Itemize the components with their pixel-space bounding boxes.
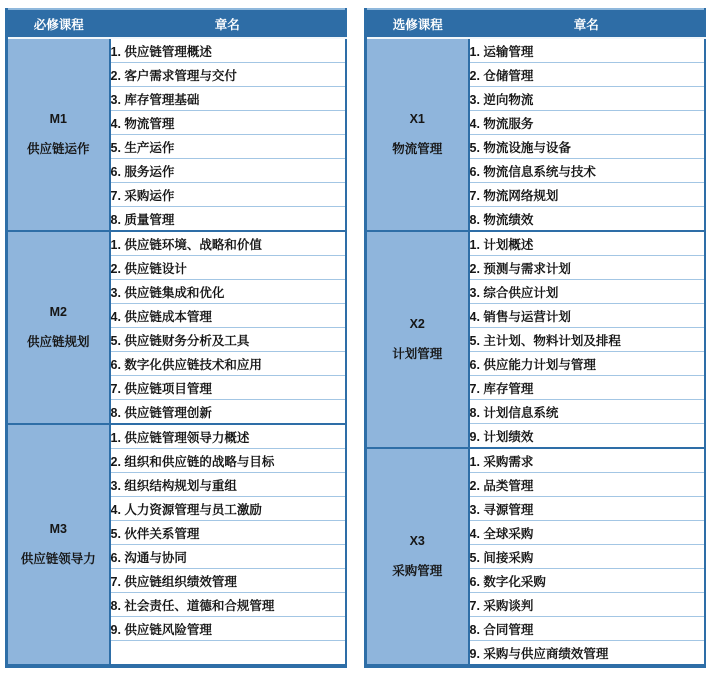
chapter-cell: 1. 采购需求: [469, 448, 706, 473]
chapter-cell: 8. 供应链管理创新: [110, 400, 347, 425]
category-cell: [366, 448, 469, 666]
chapter-cell: 3. 逆向物流: [469, 87, 706, 111]
category-cell: [366, 38, 469, 231]
chapter-cell: 9. 供应链风险管理: [110, 617, 347, 641]
chapter-cell: 3. 供应链集成和优化: [110, 280, 347, 304]
table-row: [7, 38, 347, 63]
category-cell: [7, 231, 110, 424]
category-code: M2: [49, 305, 67, 319]
chapter-cell: 1. 供应链管理概述: [110, 38, 347, 63]
column-header-chapter: 章名: [110, 9, 347, 38]
chapter-cell: 3. 库存管理基础: [110, 87, 347, 111]
table-row: [366, 448, 706, 473]
chapter-cell: 8. 合同管理: [469, 617, 706, 641]
chapter-cell: 3. 寻源管理: [469, 497, 706, 521]
chapter-cell: 1. 运输管理: [469, 38, 706, 63]
chapter-cell: 2. 组织和供应链的战略与目标: [110, 449, 347, 473]
chapter-cell: 3. 综合供应计划: [469, 280, 706, 304]
header-row: [366, 9, 706, 38]
column-header-course: 选修课程: [366, 9, 469, 38]
category-cell: [7, 424, 110, 666]
chapter-cell: 5. 供应链财务分析及工具: [110, 328, 347, 352]
chapter-cell: 2. 客户需求管理与交付: [110, 63, 347, 87]
table-row: [7, 231, 347, 256]
table-row: [366, 38, 706, 63]
chapter-cell: 7. 供应链项目管理: [110, 376, 347, 400]
chapter-cell: 7. 库存管理: [469, 376, 706, 400]
chapter-cell: 3. 组织结构规划与重组: [110, 473, 347, 497]
chapter-cell: 1. 供应链管理领导力概述: [110, 424, 347, 449]
chapter-cell: 8. 计划信息系统: [469, 400, 706, 424]
chapter-cell: 4. 人力资源管理与员工激励: [110, 497, 347, 521]
chapter-cell: 8. 社会责任、道德和合规管理: [110, 593, 347, 617]
category-code: M1: [49, 112, 67, 126]
category-name: 计划管理: [392, 347, 443, 361]
chapter-cell: 2. 仓储管理: [469, 63, 706, 87]
chapter-cell: 4. 物流服务: [469, 111, 706, 135]
chapter-cell: 4. 销售与运营计划: [469, 304, 706, 328]
category-code: X1: [409, 112, 425, 126]
chapter-cell: [110, 641, 347, 667]
chapter-cell: 5. 生产运作: [110, 135, 347, 159]
category-name: 物流管理: [392, 142, 443, 156]
chapter-cell: 2. 供应链设计: [110, 256, 347, 280]
category-cell: [7, 38, 110, 231]
chapter-cell: 7. 供应链组织绩效管理: [110, 569, 347, 593]
elective-course-table: [364, 8, 706, 668]
chapter-cell: 1. 计划概述: [469, 231, 706, 256]
column-header-course: 必修课程: [7, 9, 110, 38]
chapter-cell: 2. 品类管理: [469, 473, 706, 497]
chapter-cell: 6. 服务运作: [110, 159, 347, 183]
chapter-cell: 4. 全球采购: [469, 521, 706, 545]
chapter-cell: 7. 物流网络规划: [469, 183, 706, 207]
chapter-cell: 6. 物流信息系统与技术: [469, 159, 706, 183]
chapter-cell: 1. 供应链环境、战略和价值: [110, 231, 347, 256]
table-row: [7, 424, 347, 449]
category-name: 供应链运作: [26, 142, 90, 156]
chapter-cell: 7. 采购运作: [110, 183, 347, 207]
column-header-chapter: 章名: [469, 9, 706, 38]
chapter-cell: 8. 质量管理: [110, 207, 347, 232]
chapter-cell: 9. 计划绩效: [469, 424, 706, 449]
table-row: [366, 231, 706, 256]
category-code: X3: [409, 534, 425, 548]
chapter-cell: 4. 供应链成本管理: [110, 304, 347, 328]
category-name: 供应链规划: [26, 335, 90, 349]
category-name: 采购管理: [392, 564, 443, 578]
chapter-cell: 5. 伙伴关系管理: [110, 521, 347, 545]
chapter-cell: 7. 采购谈判: [469, 593, 706, 617]
chapter-cell: 2. 预测与需求计划: [469, 256, 706, 280]
chapter-cell: 6. 沟通与协同: [110, 545, 347, 569]
category-cell: [366, 231, 469, 448]
header-row: [7, 9, 347, 38]
chapter-cell: 9. 采购与供应商绩效管理: [469, 641, 706, 667]
chapter-cell: 6. 供应能力计划与管理: [469, 352, 706, 376]
chapter-cell: 5. 主计划、物料计划及排程: [469, 328, 706, 352]
chapter-cell: 4. 物流管理: [110, 111, 347, 135]
chapter-cell: 6. 数字化采购: [469, 569, 706, 593]
category-code: X2: [409, 317, 425, 331]
chapter-cell: 6. 数字化供应链技术和应用: [110, 352, 347, 376]
chapter-cell: 8. 物流绩效: [469, 207, 706, 232]
category-name: 供应链领导力: [20, 552, 96, 566]
required-course-table: [5, 8, 347, 668]
chapter-cell: 5. 物流设施与设备: [469, 135, 706, 159]
chapter-cell: 5. 间接采购: [469, 545, 706, 569]
category-code: M3: [49, 522, 67, 536]
